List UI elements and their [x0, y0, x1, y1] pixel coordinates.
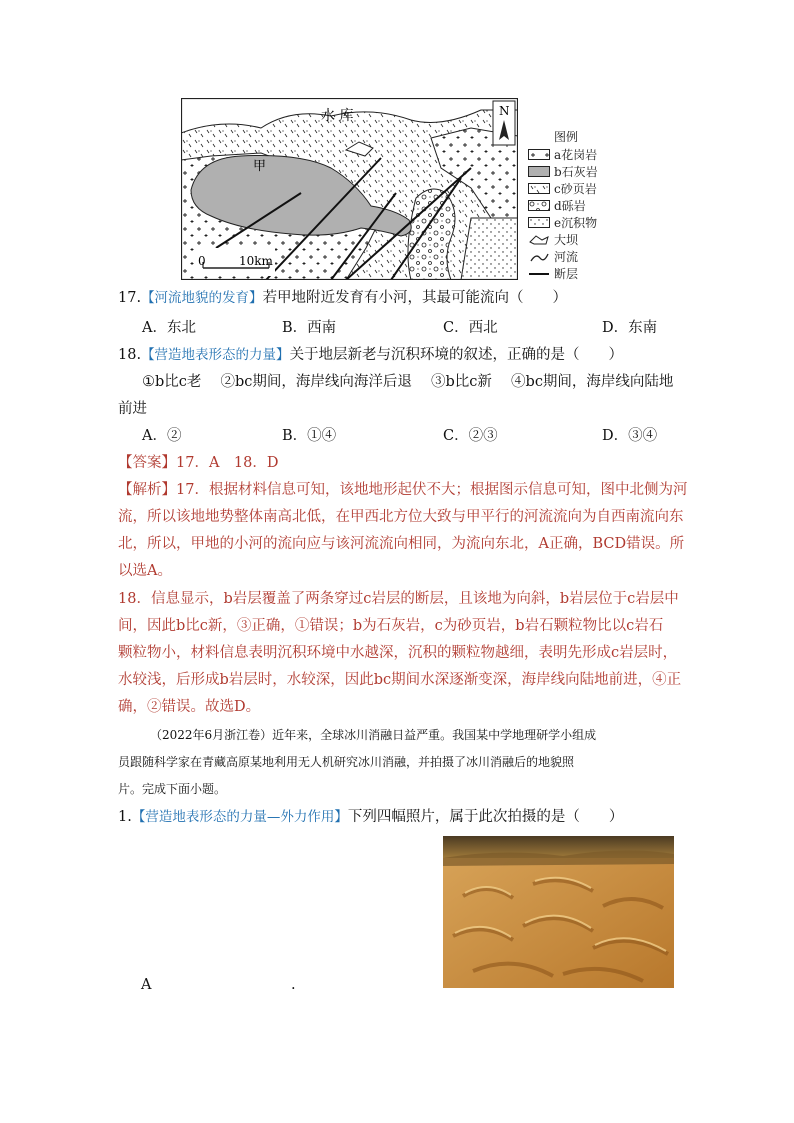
analysis-17-line-2: 流，所以该地地势整体南高北低，在甲西北方位大致与甲平行的河流流向为自西南流向东 [118, 509, 684, 525]
answer-line [118, 453, 279, 473]
map-svg [181, 98, 518, 280]
legend-label: d砾岩 [554, 199, 586, 213]
question-number: 17. [118, 290, 142, 306]
scale-ten: 10km [239, 254, 273, 268]
question-number: 1. [118, 809, 132, 825]
legend-item [528, 214, 638, 231]
option-c: C．西北 [443, 320, 498, 336]
analysis-18-line-4: 水较浅，后形成b岩层时，水较深，因此bc期间水深逐渐变深，海岸线向陆地前进，④正 [118, 672, 682, 688]
statements-line-2: 前进 [118, 401, 147, 417]
option-c: C．②③ [443, 428, 498, 444]
question-stem: 下列四幅照片，属于此次拍摄的是（ ） [347, 809, 624, 825]
option-a-dot: . [291, 977, 296, 993]
question-stem: 若甲地附近发育有小河，其最可能流向（ ） [262, 290, 568, 306]
fault-icon [528, 268, 550, 280]
statements-line-1: ①b比c老 ②bc期间，海岸线向海洋后退 ③b比c新 ④bc期间，海岸线向陆地 [142, 374, 674, 390]
legend-item [528, 163, 638, 180]
geologic-map [181, 98, 518, 280]
option-d: D．③④ [602, 428, 658, 444]
jia-label: 甲 [253, 159, 267, 174]
legend-item [528, 180, 638, 197]
legend-label: a花岗岩 [554, 148, 598, 162]
sediment-swatch [528, 217, 550, 228]
reservoir-label: 水 库 [321, 108, 354, 124]
dam-icon [528, 234, 550, 246]
option-a: A．东北 [142, 320, 196, 336]
intro-line-2: 员跟随科学家在青藏高原某地利用无人机研究冰川消融，并拍摄了冰川消融后的地貌照 [118, 755, 575, 769]
topic-tag: 【营造地表形态的力量】 [141, 347, 290, 363]
option-a-label: A [141, 977, 152, 993]
intro-line-1: （2022年6月浙江卷）近年来，全球冰川消融日益严重。我国某中学地理研学小组成 [150, 728, 597, 742]
analysis-17-line-4: 以选A。 [118, 563, 172, 579]
analysis-17-line-1 [118, 480, 687, 500]
analysis-text: 17．根据材料信息可知，该地地形起伏不大；根据图示信息可知，图中北侧为河 [176, 482, 688, 498]
legend-label: 断层 [554, 267, 579, 281]
option-b: B．西南 [282, 320, 337, 336]
legend-item [528, 265, 638, 282]
answer-tag: 【答案】 [118, 455, 176, 471]
analysis-18-line-2: 间，因此b比c新，③正确，①错误；b为石灰岩，c为砂页岩，b岩石颗粒物比以c岩石 [118, 618, 664, 634]
option-b: B．①④ [282, 428, 337, 444]
conglomerate-swatch [528, 200, 550, 211]
map-legend [528, 128, 638, 282]
legend-label: b石灰岩 [554, 165, 598, 179]
north-label: N [499, 104, 510, 118]
question-number: 18. [118, 347, 142, 363]
photo-svg [443, 836, 674, 988]
answer-text: 17．A 18．D [176, 455, 279, 471]
legend-item [528, 146, 638, 163]
legend-label: 大坝 [554, 233, 579, 247]
granite-swatch [528, 149, 550, 160]
legend-item [528, 231, 638, 248]
intro-line-3: 片。完成下面小题。 [118, 782, 227, 796]
sandshale-swatch [528, 183, 550, 194]
legend-item [528, 248, 638, 265]
legend-label: 河流 [554, 250, 579, 264]
analysis-18-line-5: 确，②错误。故选D。 [118, 699, 261, 715]
question-stem: 关于地层新老与沉积环境的叙述，正确的是（ ） [289, 347, 624, 363]
legend-title: 图例 [554, 130, 579, 144]
analysis-18-line-1: 18．信息显示，b岩层覆盖了两条穿过c岩层的断层，且该地为向斜，b岩层位于c岩层中 [118, 591, 679, 607]
river-icon [528, 251, 550, 263]
question-17 [118, 288, 567, 308]
question-18 [118, 345, 623, 365]
desert-dunes-photo [443, 836, 674, 988]
analysis-17-line-3: 北，所以，甲地的小河的流向应与该河流流向相同，为流向东北，A正确，BCD错误。所 [118, 536, 685, 552]
scale-zero: 0 [198, 254, 206, 268]
topic-tag: 【河流地貌的发育】 [141, 290, 263, 306]
legend-label: c砂页岩 [554, 182, 597, 196]
analysis-tag: 【解析】 [118, 482, 176, 498]
legend-item [528, 197, 638, 214]
topic-tag: 【营造地表形态的力量—外力作用】 [131, 809, 348, 825]
legend-label: e沉积物 [554, 216, 598, 230]
question-1 [118, 807, 623, 827]
analysis-18-line-3: 颗粒物小，材料信息表明沉积环境中水越深，沉积的颗粒物越细，表明先形成c岩层时， [118, 645, 678, 661]
option-d: D．东南 [602, 320, 658, 336]
option-a: A．② [142, 428, 182, 444]
limestone-swatch [528, 166, 550, 177]
